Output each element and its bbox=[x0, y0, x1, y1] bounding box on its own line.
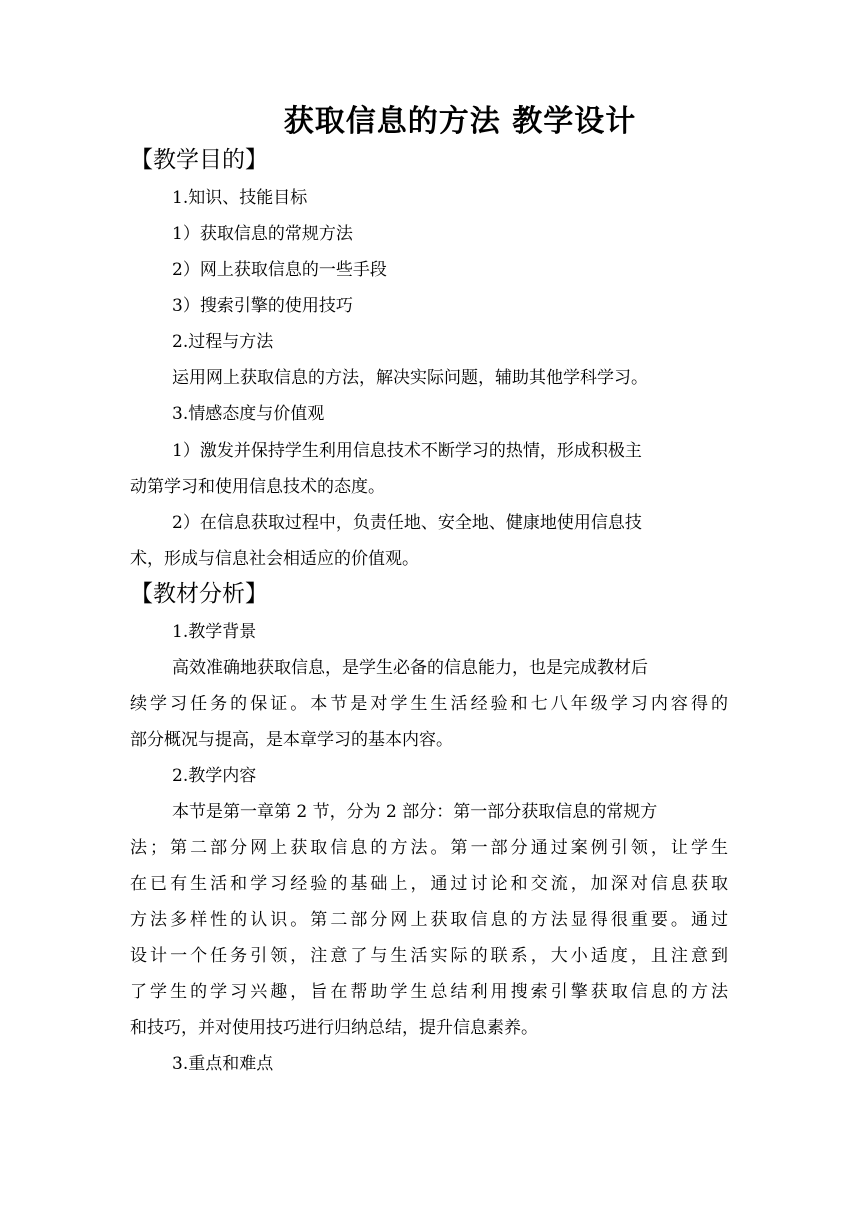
objective-line-2: 1）获取信息的常规方法 bbox=[172, 224, 353, 244]
objective-line-8: 1）激发并保持学生利用信息技术不断学习的热情，形成积极主 bbox=[172, 441, 642, 461]
objective-line-9: 动第学习和使用信息技术的态度。 bbox=[130, 477, 385, 497]
section-heading-analysis: 【教材分析】 bbox=[130, 581, 268, 607]
section-heading-objectives: 【教学目的】 bbox=[130, 147, 268, 173]
objective-line-11: 术，形成与信息社会相适应的价值观。 bbox=[130, 549, 419, 569]
objective-line-1: 1.知识、技能目标 bbox=[172, 188, 308, 208]
objective-line-10: 2）在信息获取过程中，负责任地、安全地、健康地使用信息技 bbox=[172, 513, 642, 533]
objective-line-3: 2）网上获取信息的一些手段 bbox=[172, 260, 387, 280]
objective-line-6: 运用网上获取信息的方法，解决实际问题，辅助其他学科学习。 bbox=[172, 368, 648, 388]
analysis-line-11: 了学生的学习兴趣，旨在帮助学生总结利用搜索引擎获取信息的方法 bbox=[130, 982, 728, 1002]
analysis-line-7: 法；第二部分网上获取信息的方法。第一部分通过案例引领，让学生 bbox=[130, 838, 728, 858]
analysis-line-9: 方法多样性的认识。第二部分网上获取信息的方法显得很重要。通过 bbox=[130, 910, 728, 930]
objective-line-4: 3）搜索引擎的使用技巧 bbox=[172, 296, 353, 316]
analysis-line-12: 和技巧，并对使用技巧进行归纳总结，提升信息素养。 bbox=[130, 1018, 538, 1038]
analysis-line-3: 续学习任务的保证。本节是对学生生活经验和七八年级学习内容得的 bbox=[130, 694, 728, 714]
analysis-line-5: 2.教学内容 bbox=[172, 766, 257, 786]
analysis-line-8: 在已有生活和学习经验的基础上，通过讨论和交流，加深对信息获取 bbox=[130, 874, 728, 894]
analysis-line-4: 部分概况与提高，是本章学习的基本内容。 bbox=[130, 730, 453, 750]
document-title: 获取信息的方法 教学设计 bbox=[283, 104, 637, 139]
analysis-line-6: 本节是第一章第 2 节，分为 2 部分：第一部分获取信息的常规方 bbox=[172, 802, 658, 822]
analysis-line-13: 3.重点和难点 bbox=[172, 1054, 274, 1074]
analysis-line-10: 设计一个任务引领，注意了与生活实际的联系，大小适度，且注意到 bbox=[130, 946, 728, 966]
analysis-line-2: 高效准确地获取信息，是学生必备的信息能力，也是完成教材后 bbox=[172, 658, 648, 678]
objective-line-7: 3.情感态度与价值观 bbox=[172, 404, 325, 424]
objective-line-5: 2.过程与方法 bbox=[172, 332, 274, 352]
analysis-line-1: 1.教学背景 bbox=[172, 622, 257, 642]
